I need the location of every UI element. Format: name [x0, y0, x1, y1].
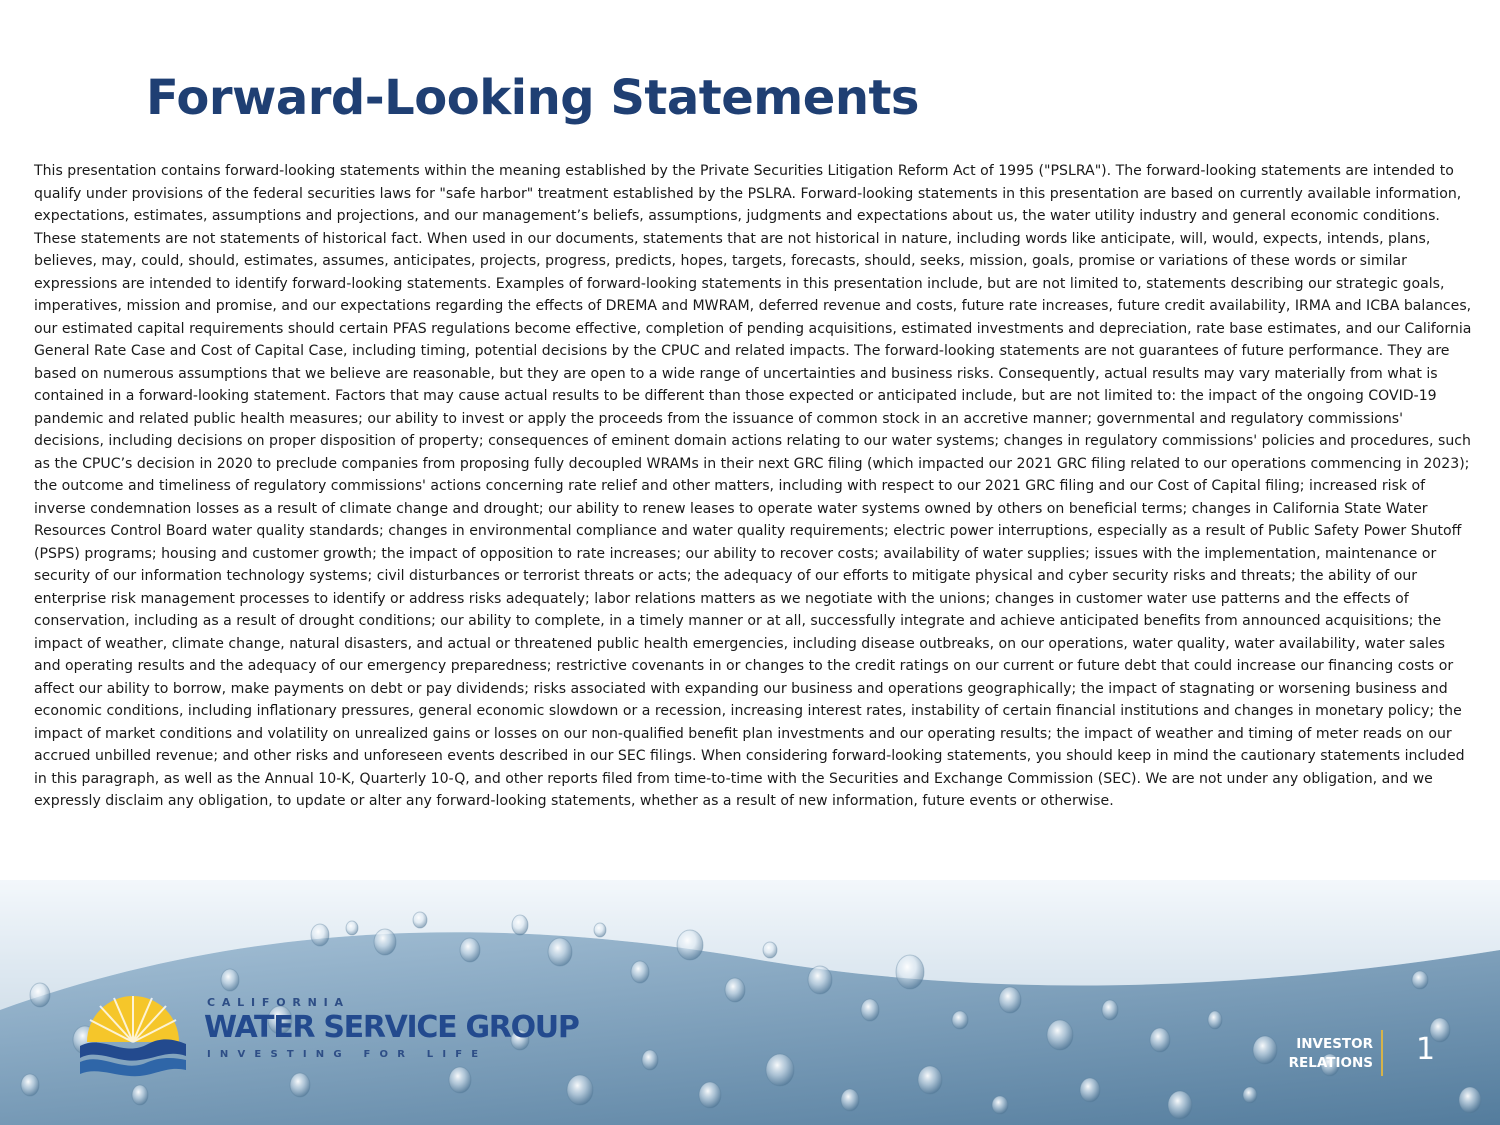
brand-top-text: CALIFORNIA [207, 996, 350, 1009]
investor-relations-line1: INVESTOR [1296, 1036, 1373, 1052]
page-number: 1 [1416, 1032, 1436, 1067]
slide-title: Forward-Looking Statements [146, 70, 919, 126]
investor-relations-label [1289, 1035, 1373, 1073]
sun-over-waves-icon [78, 986, 188, 1082]
investor-relations-line2: RELATIONS [1288, 1055, 1373, 1071]
brand-tagline: INVESTING FOR LIFE [207, 1049, 488, 1060]
forward-looking-disclaimer-text: This presentation contains forward-looking statements within the meaning established by the Private Securities Litigation Reform Act of 1995 ("PSLRA"). The forward-looking statements are intended to qualify under provisions of the federal securities laws for "safe harbor" treatment established by the PSLRA. Forward-looking statements in this presentation are based on currently available information, expectations, estimates, assumptions and projections, and our management’s beliefs, assumptions, judgments and expectations about us, the water utility industry and general economic conditions. These statements are not statements of historical fact. When used in our documents, statements that are not historical in nature, including words like anticipate, will, would, expects, intends, plans, believes, may, could, should, estimates, assumes, anticipates, projects, progress, predicts, hopes, targets, forecasts, should, seeks, mission, goals, promise or variations of these words or similar expressions are intended to identify forward-looking statements. Examples of forward-looking statements in this presentation include, but are not limited to, statements describing our strategic goals, imperatives, mission and promise, and our expectations regarding the effects of DREMA and MWRAM, deferred revenue and costs, future rate increases, future credit availability, IRMA and ICBA balances, our estimated capital requirements should certain PFAS regulations become effective, completion of pending acquisitions, estimated investments and depreciation, rate base estimates, and our California General Rate Case and Cost of Capital Case, including timing, potential decisions by the CPUC and related impacts. The forward-looking statements are not guarantees of future performance. They are based on numerous assumptions that we believe are reasonable, but they are open to a wide range of uncertainties and business risks. Consequently, actual results may vary materially from what is contained in a forward-looking statement. Factors that may cause actual results to be different than those expected or anticipated include, but are not limited to: the impact of the ongoing COVID-19 pandemic and related public health measures; our ability to invest or apply the proceeds from the issuance of common stock in an accretive manner; governmental and regulatory commissions' decisions, including decisions on proper disposition of property; consequences of eminent domain actions relating to our water systems; changes in regulatory commissions' policies and procedures, such as the CPUC’s decision in 2020 to preclude companies from proposing fully decoupled WRAMs in their next GRC filing (which impacted our 2021 GRC filing related to our operations commencing in 2023); the outcome and timeliness of regulatory commissions' actions concerning rate relief and other matters, including with respect to our 2021 GRC filing and our Cost of Capital filing; increased risk of inverse condemnation losses as a result of climate change and drought; our ability to renew leases to operate water systems owned by others on beneficial terms; changes in California State Water Resources Control Board water quality standards; changes in environmental compliance and water quality requirements; electric power interruptions, especially as a result of Public Safety Power Shutoff (PSPS) programs; housing and customer growth; the impact of opposition to rate increases; our ability to recover costs; availability of water supplies; issues with the implementation, maintenance or security of our information technology systems; civil disturbances or terrorist threats or acts; the adequacy of our efforts to mitigate physical and cyber security risks and threats; the ability of our enterprise risk management processes to identify or address risks adequately; labor relations matters as we negotiate with the unions; changes in customer water use patterns and the effects of conservation, including as a result of drought conditions; our ability to complete, in a timely manner or at all, successfully integrate and achieve anticipated benefits from announced acquisitions; the impact of weather, climate change, natural disasters, and actual or threatened public health emergencies, including disease outbreaks, on our operations, water quality, water availability, water sales and operating results and the adequacy of our emergency preparedness; restrictive covenants in or changes to the credit ratings on our current or future debt that could increase our financing costs or affect our ability to borrow, make payments on debt or pay dividends; risks associated with expanding our business and operations geographically; the impact of stagnating or worsening business and economic conditions, including inflationary pressures, general economic slowdown or a recession, increasing interest rates, instability of certain financial institutions and changes in monetary policy; the impact of market conditions and volatility on unrealized gains or losses on our non-qualified benefit plan investments and our operating results; the impact of weather and timing of meter reads on our accrued unbilled revenue; and other risks and unforeseen events described in our SEC filings. When considering forward-looking statements, you should keep in mind the cautionary statements included in this paragraph, as well as the Annual 10-K, Quarterly 10-Q, and other reports filed from time-to-time with the Securities and Exchange Commission (SEC). We are not under any obligation, and we expressly disclaim any obligation, to update or alter any forward-looking statements, whether as a result of new information, future events or otherwise. [34, 163, 1472, 809]
footer-divider [1381, 1030, 1383, 1076]
brand-name: WATER SERVICE GROUP [204, 1010, 579, 1045]
